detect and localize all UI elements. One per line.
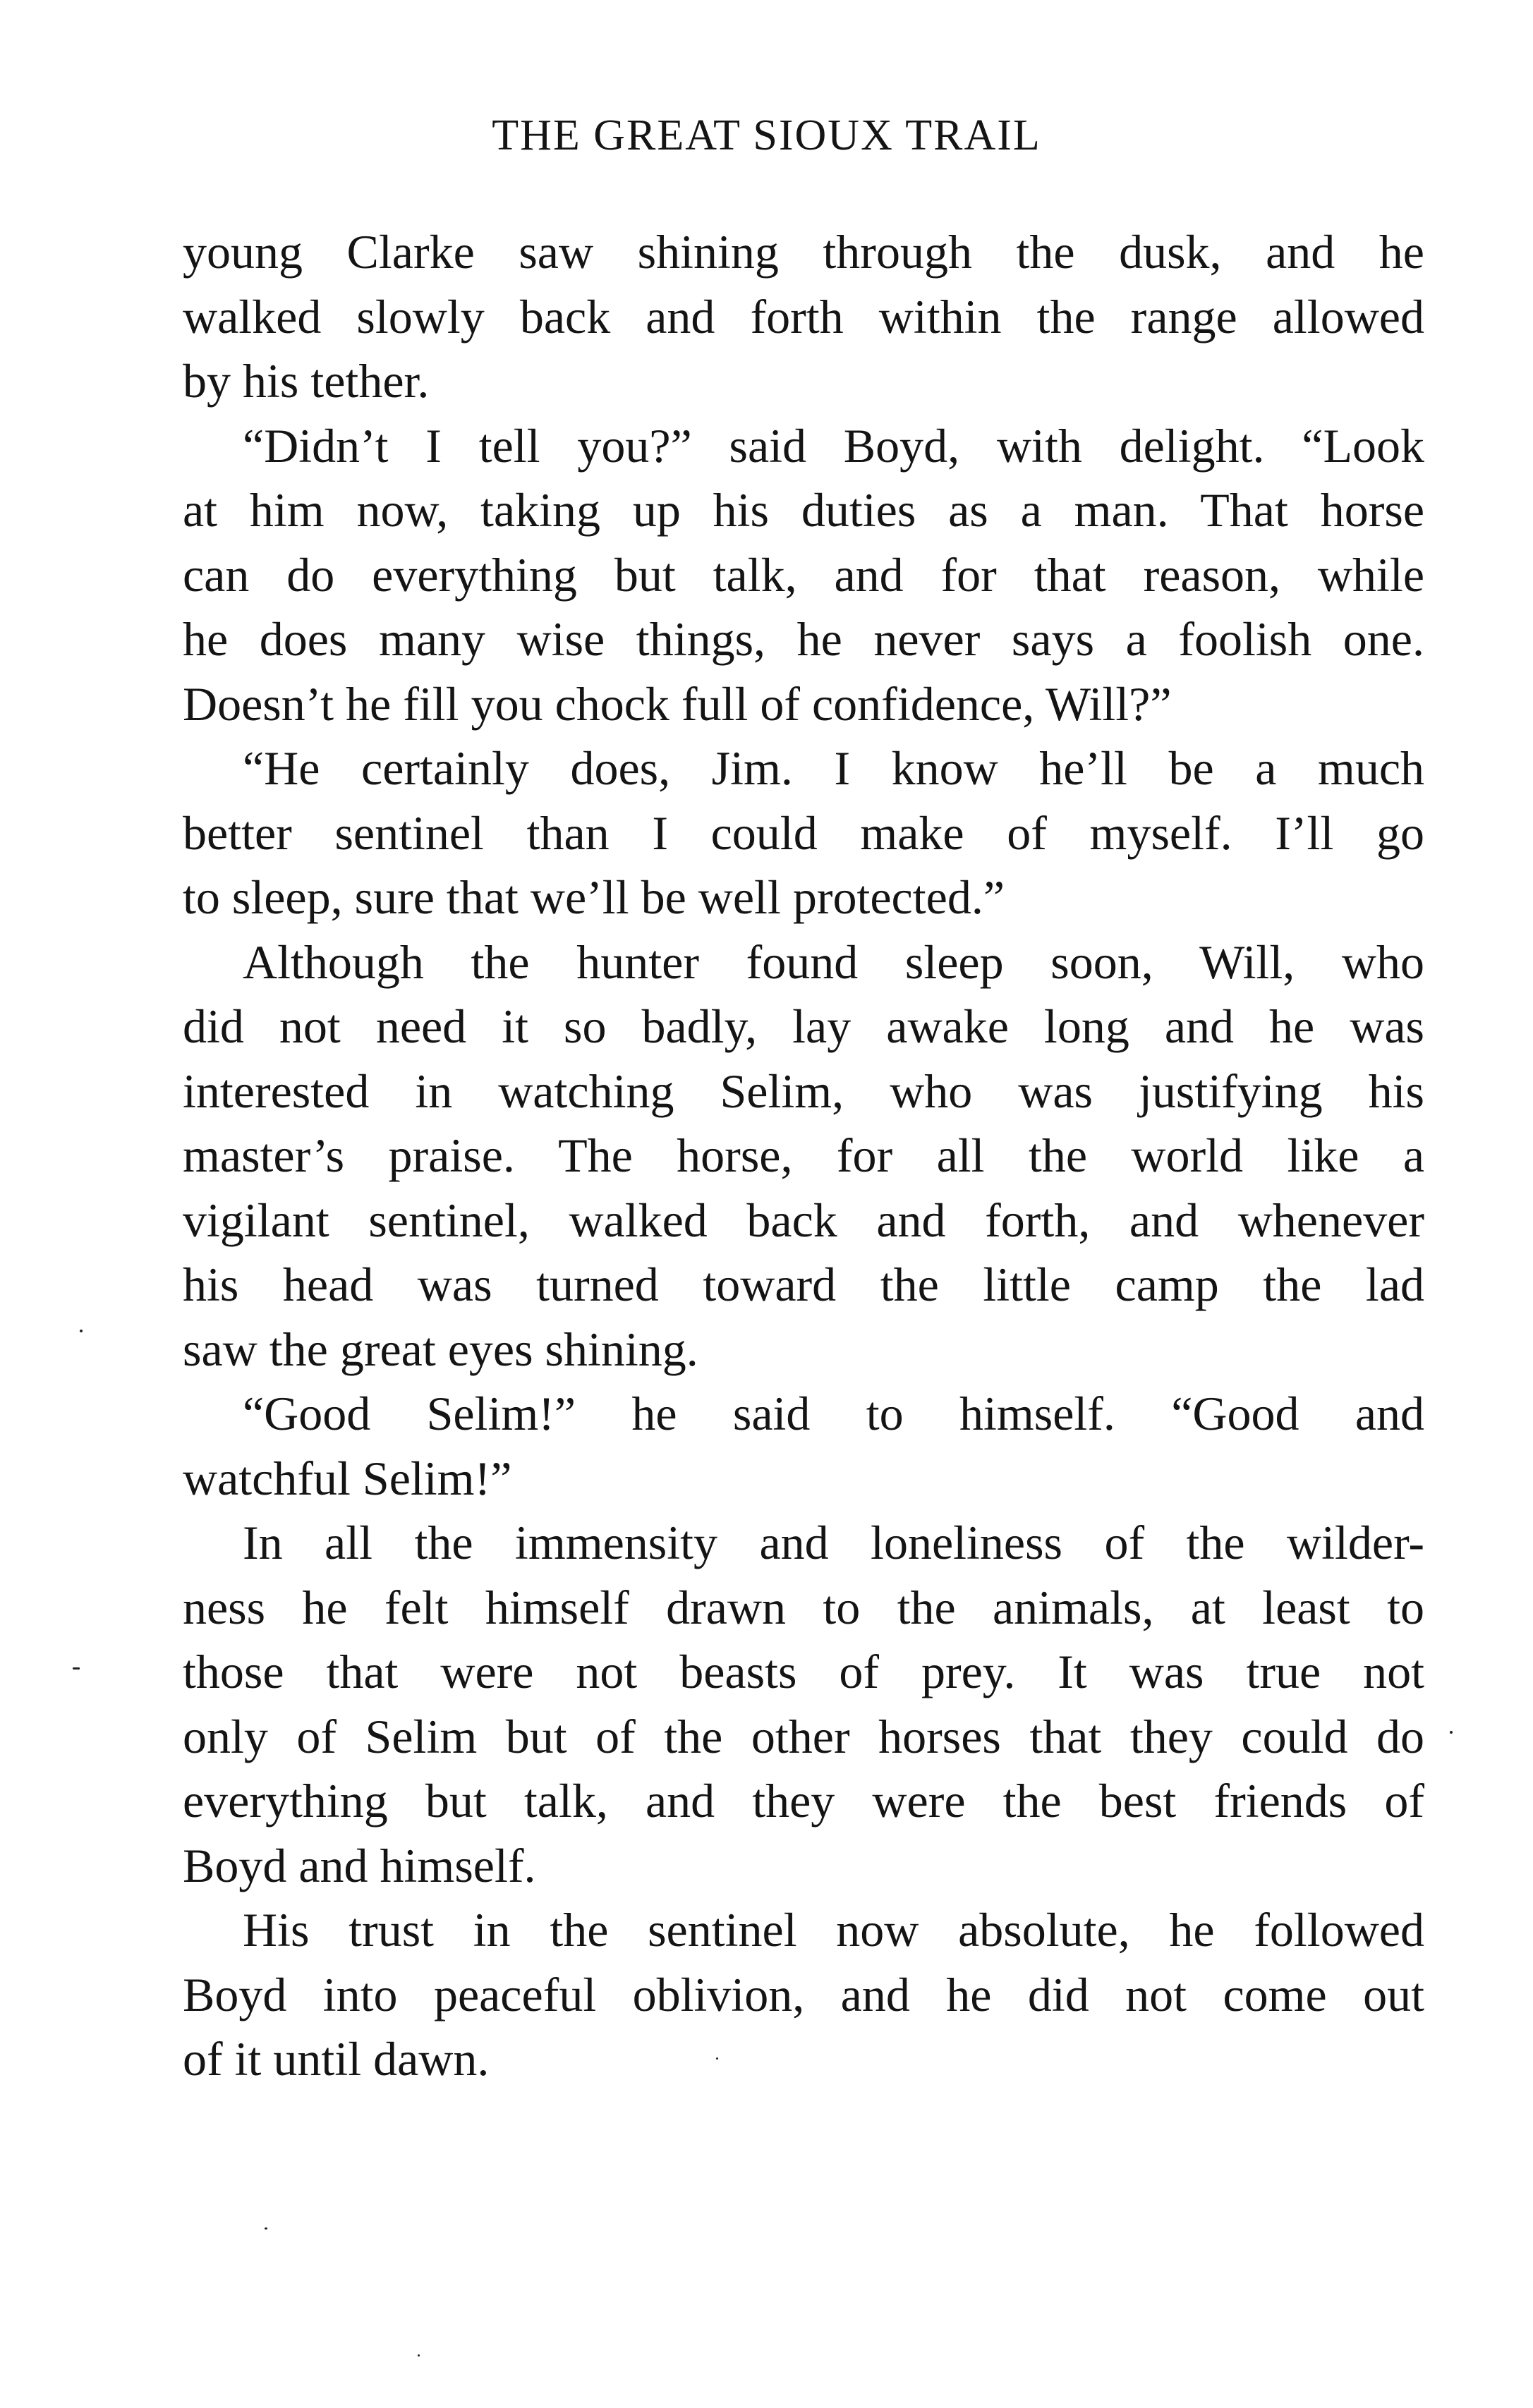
text-line: saw the great eyes shining. <box>183 1322 698 1376</box>
text-line: Although the hunter found sleep soon, Will, who <box>243 935 1424 989</box>
text-line: interested in watching Selim, who was justifying his <box>183 1064 1424 1118</box>
text-line: those that were not beasts of prey. It was true not <box>183 1645 1424 1698</box>
text-line: watchful Selim!” <box>183 1451 512 1505</box>
text-line: ness he felt himself drawn to the animals, at least to <box>183 1580 1424 1634</box>
text-line: by his tether. <box>183 354 430 408</box>
text-line: His trust in the sentinel now absolute, he followed <box>243 1903 1424 1957</box>
text-line: at him now, taking up his duties as a man. That horse <box>183 483 1424 537</box>
text-line: In all the immensity and loneliness of the wilder- <box>243 1516 1424 1569</box>
print-speck <box>80 1330 83 1332</box>
text-line: better sentinel than I could make of myself. I’ll go <box>183 805 1424 860</box>
text-line: vigilant sentinel, walked back and forth, and whenever <box>183 1193 1424 1247</box>
text-line: Boyd into peaceful oblivion, and he did not come out <box>183 1967 1424 2021</box>
print-speck <box>73 1667 80 1670</box>
running-head: THE GREAT SIOUX TRAIL <box>492 111 1041 159</box>
text-line: can do everything but talk, and for that reason, while <box>183 547 1424 602</box>
text-line: Doesn’t he fill you chock full of confidence, Will?” <box>183 676 1172 731</box>
text-line: “He certainly does, Jim. I know he’ll be a much <box>243 741 1424 795</box>
text-line: he does many wise things, he never says a foolish one. <box>183 612 1424 666</box>
text-line: did not need it so badly, lay awake long and he was <box>183 999 1424 1053</box>
text-line: of it until dawn. <box>183 2032 490 2086</box>
text-line: everything but talk, and they were the best friends of <box>183 1774 1424 1828</box>
print-speck <box>265 2227 267 2230</box>
print-speck <box>1450 1731 1453 1734</box>
text-line: “Good Selim!” he said to himself. “Good and <box>243 1387 1424 1440</box>
body-text <box>183 220 1424 2092</box>
text-line: walked slowly back and forth within the range allowed <box>183 289 1424 343</box>
text-line: master’s praise. The horse, for all the world like a <box>183 1129 1424 1182</box>
text-line: “Didn’t I tell you?” said Boyd, with delight. “Look <box>243 418 1424 473</box>
text-line: young Clarke saw shining through the dusk, and he <box>183 225 1424 279</box>
print-speck <box>418 2354 420 2357</box>
print-speck <box>716 2057 718 2060</box>
text-line: only of Selim but of the other horses that they could do <box>183 1709 1424 1763</box>
text-line: his head was turned toward the little camp the lad <box>183 1258 1424 1311</box>
text-line: Boyd and himself. <box>183 1838 536 1892</box>
text-line: to sleep, sure that we’ll be well protected.” <box>183 870 1005 924</box>
